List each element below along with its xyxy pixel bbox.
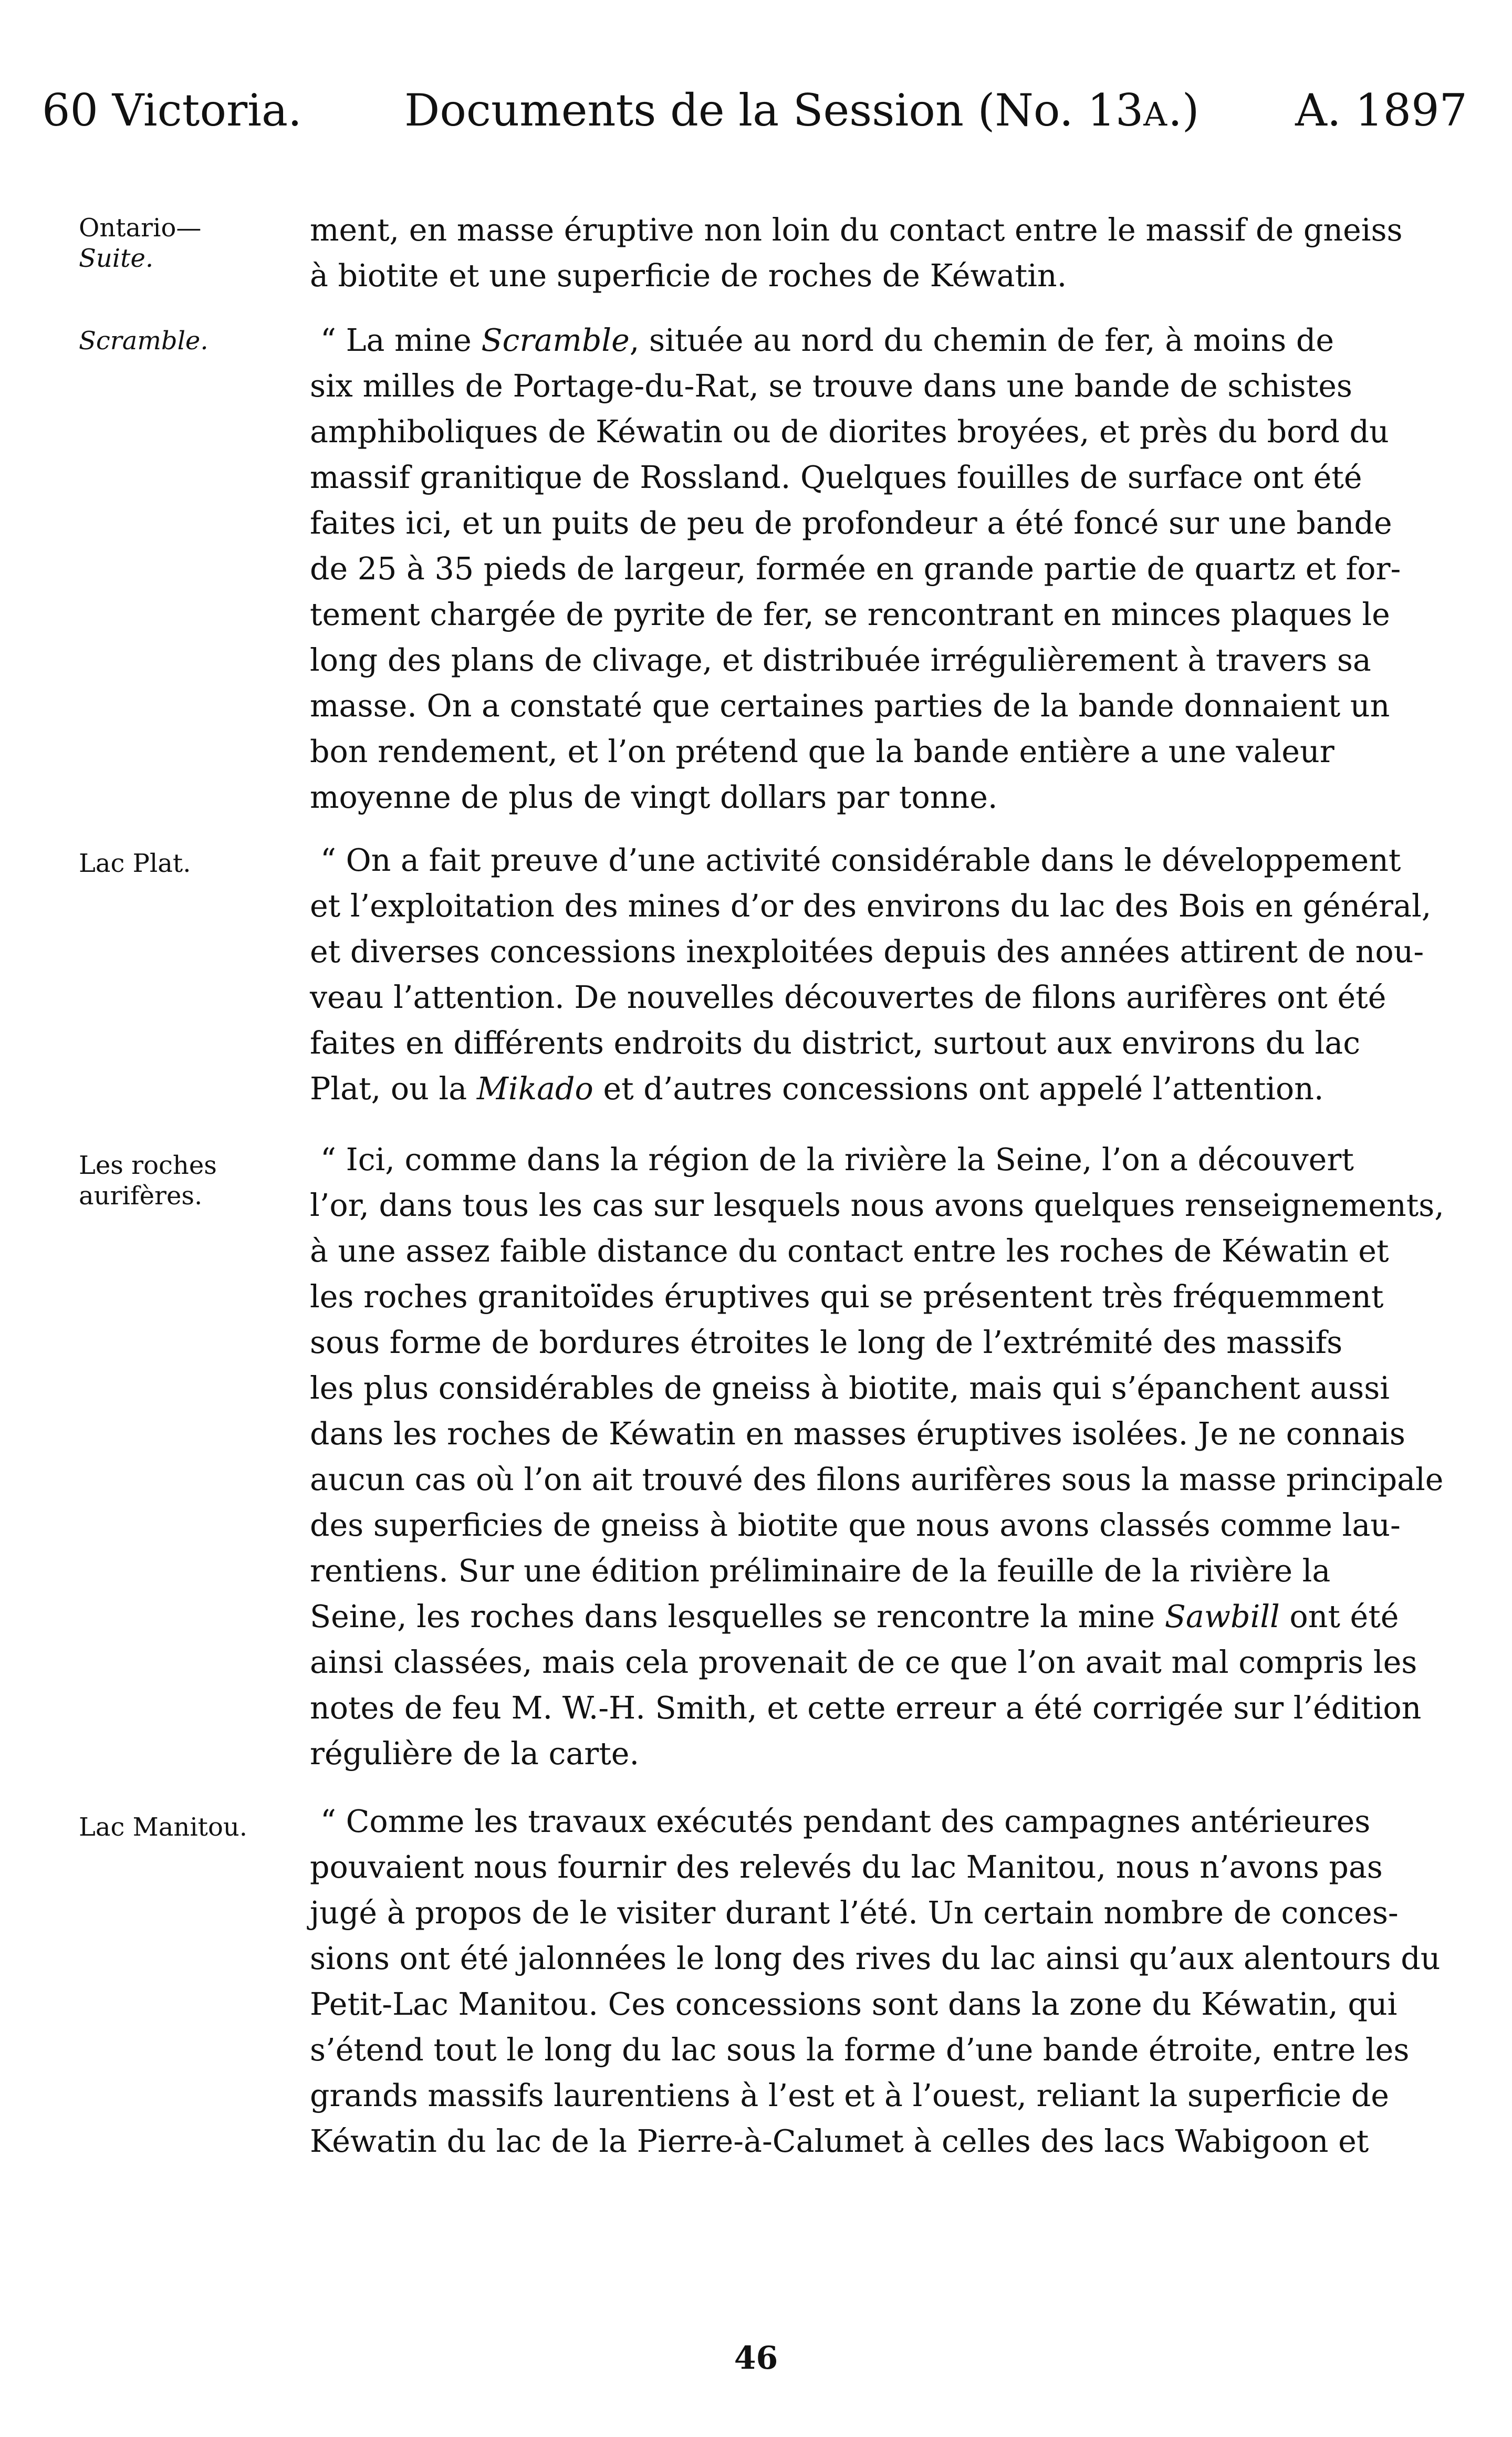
text-line: sous forme de bordures étroites le long de l’extrémité des massifs xyxy=(310,1325,1343,1360)
margin-note-lac-manitou: Lac Manitou. xyxy=(79,1813,248,1842)
text-line: tement chargée de pyrite de fer, se rencontrant en minces plaques le xyxy=(310,597,1390,632)
text-line: massif granitique de Rossland. Quelques fouilles de surface ont été xyxy=(310,460,1362,495)
text-line: à une assez faible distance du contact entre les roches de Kéwatin et xyxy=(310,1233,1389,1269)
text-fragment: Plat, ou la xyxy=(310,1071,477,1107)
margin-note-ontario xyxy=(79,213,310,274)
mine-name-mikado: Mikado xyxy=(476,1071,593,1107)
text-line: des superficies de gneiss à biotite que nous avons classés comme lau- xyxy=(310,1507,1401,1543)
text-line: sions ont été jalonnées le long des rives du lac ainsi qu’aux alentours du xyxy=(310,1941,1441,1976)
paragraph-3-lac-plat xyxy=(310,838,1455,1112)
text-line: l’or, dans tous les cas sur lesquels nous avons quelques renseignements, xyxy=(310,1188,1444,1223)
margin-note-roches-auriferes xyxy=(79,1150,310,1211)
text-line: pouvaient nous fournir des relevés du lac Manitou, nous n’avons pas xyxy=(310,1849,1383,1885)
mine-name-sawbill: Sawbill xyxy=(1164,1599,1280,1634)
text-line: masse. On a constaté que certaines parties de la bande donnaient un xyxy=(310,688,1390,724)
text-line: veau l’attention. De nouvelles découvertes de filons aurifères ont été xyxy=(310,980,1386,1015)
header-regnal-year: 60 Victoria. xyxy=(42,85,302,136)
text-line: faites en différents endroits du district, surtout aux environs du lac xyxy=(310,1025,1361,1061)
page-number: 46 xyxy=(734,2340,778,2377)
text-line: “ On a fait preuve d’une activité considérable dans le développement xyxy=(320,842,1401,878)
mine-name-scramble: Scramble xyxy=(481,322,630,358)
running-header xyxy=(0,79,1512,142)
margin-note-roches-line1: Les roches xyxy=(79,1151,217,1180)
header-year: A. 1897 xyxy=(1295,85,1467,136)
text-line: aucun cas où l’on ait trouvé des filons aurifères sous la masse principale xyxy=(310,1462,1444,1497)
text-line: “ Comme les travaux exécutés pendant des campagnes antérieures xyxy=(320,1804,1371,1839)
text-line: ainsi classées, mais cela provenait de ce que l’on avait mal compris les xyxy=(310,1644,1417,1680)
text-line: dans les roches de Kéwatin en masses éruptives isolées. Je ne connais xyxy=(310,1416,1405,1452)
text-line: ment, en masse éruptive non loin du contact entre le massif de gneiss xyxy=(310,212,1403,248)
paragraph-5-lac-manitou xyxy=(310,1799,1455,2164)
text-fragment: et d’autres concessions ont appelé l’attention. xyxy=(593,1071,1324,1107)
text-line: amphiboliques de Kéwatin ou de diorites broyées, et près du bord du xyxy=(310,414,1389,450)
text-line: notes de feu M. W.-H. Smith, et cette erreur a été corrigée sur l’édition xyxy=(310,1690,1422,1726)
text-line: rentiens. Sur une édition préliminaire de la feuille de la rivière la xyxy=(310,1553,1331,1589)
text-line: faites ici, et un puits de peu de profondeur a été foncé sur une bande xyxy=(310,505,1392,541)
header-title-suffix: .) xyxy=(1168,85,1200,136)
margin-note-roches-line2: aurifères. xyxy=(79,1181,203,1211)
text-fragment: Seine, les roches dans lesquelles se rencontre la mine xyxy=(310,1599,1165,1634)
text-line xyxy=(310,1066,1455,1112)
margin-note-ontario-line2: Suite. xyxy=(79,244,154,273)
text-fragment: ont été xyxy=(1279,1599,1399,1634)
text-line: long des plans de clivage, et distribuée irrégulièrement à travers sa xyxy=(310,642,1371,678)
text-line xyxy=(310,1594,1455,1640)
margin-note-ontario-line1: Ontario— xyxy=(79,213,202,243)
text-line: s’étend tout le long du lac sous la forme d’une bande étroite, entre les xyxy=(310,2032,1410,2068)
text-line: bon rendement, et l’on prétend que la bande entière a une valeur xyxy=(310,734,1334,769)
header-title xyxy=(404,79,1200,146)
text-line: de 25 à 35 pieds de largeur, formée en grande partie de quartz et for- xyxy=(310,551,1401,587)
text-line: les plus considérables de gneiss à biotite, mais qui s’épanchent aussi xyxy=(310,1370,1390,1406)
text-line: et diverses concessions inexploitées depuis des années attirent de nou- xyxy=(310,934,1424,970)
text-line: “ Ici, comme dans la région de la rivière la Seine, l’on a découvert xyxy=(320,1142,1354,1178)
margin-note-scramble: Scramble. xyxy=(79,326,208,356)
paragraph-2-scramble xyxy=(310,318,1455,820)
text-line: grands massifs laurentiens à l’est et à l’ouest, reliant la superficie de xyxy=(310,2078,1389,2113)
text-fragment: , située au nord du chemin de fer, à moins de xyxy=(629,322,1334,358)
text-line: régulière de la carte. xyxy=(310,1736,640,1772)
text-line: six milles de Portage-du-Rat, se trouve dans une bande de schistes xyxy=(310,368,1352,404)
text-line: à biotite et une superficie de roches de Kéwatin. xyxy=(310,258,1067,294)
text-line: Kéwatin du lac de la Pierre-à-Calumet à celles des lacs Wabigoon et xyxy=(310,2123,1369,2159)
text-fragment: “ La mine xyxy=(320,322,482,358)
header-title-text: Documents de la Session (No. 13 xyxy=(404,85,1144,136)
text-line xyxy=(310,318,1455,363)
text-line: Petit-Lac Manitou. Ces concessions sont dans la zone du Kéwatin, qui xyxy=(310,1986,1398,2022)
text-line: moyenne de plus de vingt dollars par tonne. xyxy=(310,779,998,815)
text-line: et l’exploitation des mines d’or des environs du lac des Bois en général, xyxy=(310,888,1432,924)
text-line: les roches granitoïdes éruptives qui se présentent très fréquemment xyxy=(310,1279,1384,1315)
margin-note-lac-plat: Lac Plat. xyxy=(79,849,191,878)
text-line: jugé à propos de le visiter durant l’été. Un certain nombre de conces- xyxy=(310,1895,1399,1931)
header-title-smallcaps: A xyxy=(1143,95,1169,133)
paragraph-4-roches-auriferes xyxy=(310,1137,1455,1777)
paragraph-1 xyxy=(310,207,1455,299)
